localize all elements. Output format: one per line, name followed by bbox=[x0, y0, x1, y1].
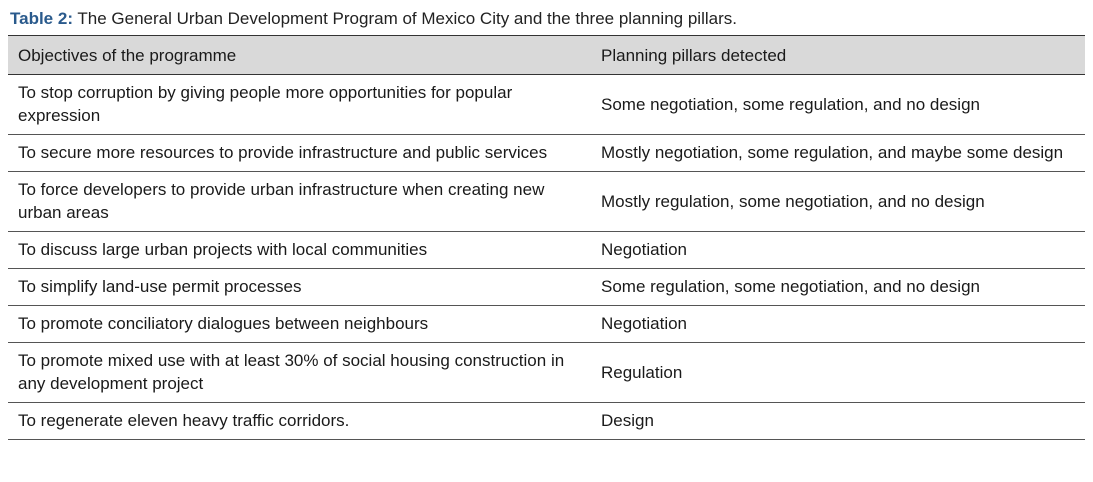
objective-cell: To regenerate eleven heavy traffic corridors. bbox=[18, 411, 350, 430]
pillars-cell: Mostly regulation, some negotiation, and no design bbox=[601, 191, 985, 211]
pillars-cell: Mostly negotiation, some regulation, and maybe some design bbox=[601, 143, 1064, 162]
table-row bbox=[8, 403, 1085, 440]
table-row bbox=[8, 172, 1085, 232]
objective-cell: To discuss large urban projects with local communities bbox=[18, 240, 428, 259]
table-row bbox=[8, 232, 1085, 269]
table-caption-text: The General Urban Development Program of Mexico City and the three planning pillars. bbox=[77, 9, 737, 28]
pillars-cell: Design bbox=[601, 411, 654, 430]
planning-pillars-table bbox=[8, 35, 1085, 440]
table-caption bbox=[10, 8, 1085, 30]
column-header-objectives: Objectives of the programme bbox=[18, 45, 237, 65]
pillars-cell: Negotiation bbox=[601, 314, 688, 333]
table-row bbox=[8, 343, 1085, 403]
table-caption-label: Table 2: bbox=[10, 9, 73, 28]
objective-cell: To promote mixed use with at least 30% of social housing construction in any development project bbox=[18, 351, 565, 393]
pillars-cell: Regulation bbox=[601, 362, 683, 382]
objective-cell: To secure more resources to provide infrastructure and public services bbox=[18, 143, 548, 162]
objective-cell: To stop corruption by giving people more opportunities for popular expression bbox=[18, 83, 513, 125]
objective-cell: To force developers to provide urban infrastructure when creating new urban areas bbox=[18, 180, 545, 222]
table-row bbox=[8, 75, 1085, 135]
objective-cell: To promote conciliatory dialogues between neighbours bbox=[18, 314, 429, 333]
table-row bbox=[8, 269, 1085, 306]
column-header-pillars: Planning pillars detected bbox=[601, 45, 787, 65]
objective-cell: To simplify land-use permit processes bbox=[18, 277, 302, 296]
table-body bbox=[8, 75, 1085, 440]
pillars-cell: Some negotiation, some regulation, and no design bbox=[601, 94, 980, 114]
pillars-cell: Negotiation bbox=[601, 240, 688, 259]
table-row bbox=[8, 306, 1085, 343]
pillars-cell: Some regulation, some negotiation, and no design bbox=[601, 277, 980, 296]
table-header bbox=[8, 36, 1085, 75]
table-header-row bbox=[8, 36, 1085, 75]
table-row bbox=[8, 135, 1085, 172]
